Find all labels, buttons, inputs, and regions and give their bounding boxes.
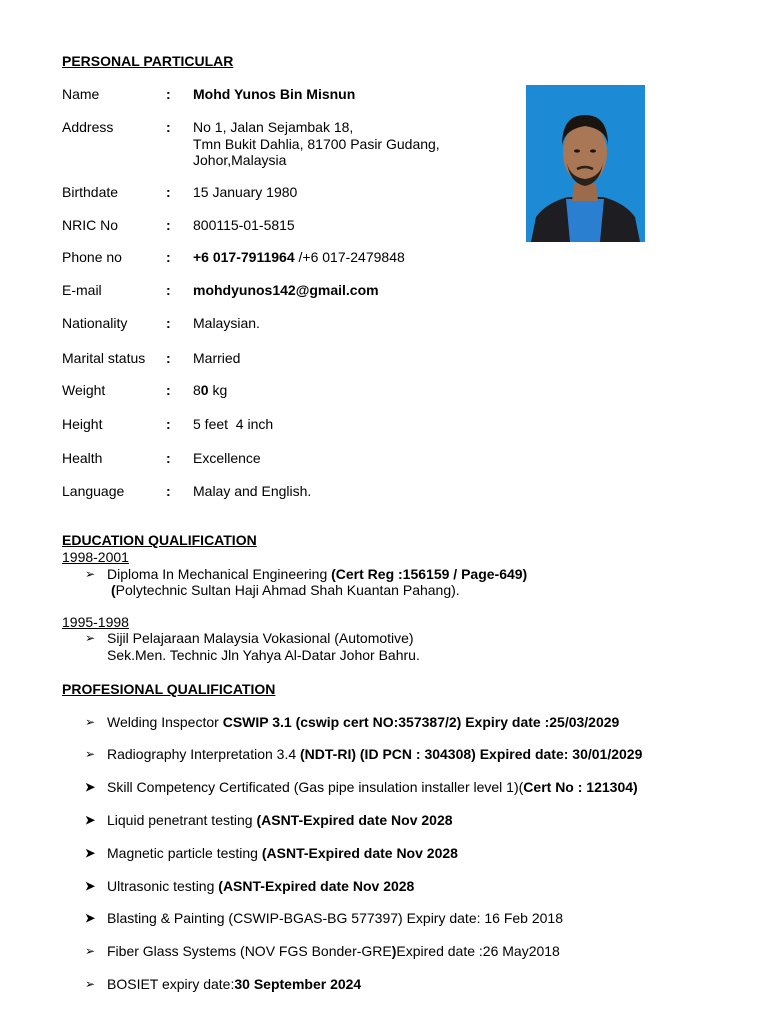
- bullet-icon: ➢: [85, 944, 96, 958]
- qualification-item: [107, 812, 453, 829]
- education-years-1: 1998-2001: [62, 549, 129, 565]
- qualification-name: Fiber Glass Systems (NOV FGS Bonder-GRE: [107, 943, 392, 959]
- qualification-detail: CSWIP 3.1 (cswip cert NO:357387/2) Expiry date :25/03/2029: [222, 714, 620, 730]
- education-entry-1-course: Diploma In Mechanical Engineering: [107, 566, 332, 582]
- bullet-icon: ➤: [85, 780, 96, 794]
- qualification-name: Radiography Interpretation 3.4: [107, 746, 301, 762]
- colon: :: [166, 416, 171, 432]
- phone-primary: +6 017-7911964: [193, 249, 295, 265]
- qualification-detail: Cert No : 121304): [523, 779, 638, 795]
- height-label: Height: [62, 416, 103, 432]
- qualification-detail: ): [391, 943, 397, 959]
- weight-part-c: kg: [208, 382, 228, 398]
- height-value: 5 feet 4 inch: [193, 416, 274, 432]
- bullet-icon: ➤: [85, 846, 96, 860]
- education-entry-1-paren: (: [111, 582, 116, 598]
- bullet-icon: ➤: [85, 911, 96, 925]
- colon: :: [166, 119, 171, 135]
- address-line-3: Johor,Malaysia: [193, 152, 287, 168]
- education-heading: EDUCATION QUALIFICATION: [62, 532, 257, 548]
- qualification-item: [107, 943, 560, 960]
- qualification-name: Blasting & Painting (CSWIP-BGAS-BG 577397) Expiry date: 16 Feb 2018: [107, 910, 564, 926]
- education-entry-1-cert: (Cert Reg :156159 / Page-649): [331, 566, 528, 582]
- qualification-item: [107, 746, 642, 763]
- language-value: Malay and English.: [193, 483, 312, 499]
- birthdate-label: Birthdate: [62, 184, 119, 200]
- education-entry-2-line-1: Sijil Pelajaraan Malaysia Vokasional (Automotive): [107, 630, 414, 646]
- qualification-item: [107, 845, 458, 862]
- qualification-name: Liquid penetrant testing: [107, 812, 257, 828]
- name-value: Mohd Yunos Bin Misnun: [193, 86, 356, 102]
- birthdate-value: 15 January 1980: [193, 184, 298, 200]
- colon: :: [166, 350, 171, 366]
- qualification-detail: (NDT-RI) (ID PCN : 304308) Expired date: 30/01/2029: [300, 746, 643, 762]
- qualification-name: Ultrasonic testing: [107, 878, 219, 894]
- nric-label: NRIC No: [62, 217, 119, 233]
- bullet-icon: ➢: [85, 631, 96, 645]
- weight-part-b: 0: [200, 382, 209, 398]
- phone-label: Phone no: [62, 249, 122, 265]
- colon: :: [166, 249, 171, 265]
- address-line-2: Tmn Bukit Dahlia, 81700 Pasir Gudang,: [193, 136, 440, 152]
- education-entry-1-school: Polytechnic Sultan Haji Ahmad Shah Kuantan Pahang).: [115, 582, 460, 598]
- colon: :: [166, 217, 171, 233]
- qualification-name: Skill Competency Certificated (Gas pipe insulation installer level 1)(: [107, 779, 524, 795]
- qualification-item: [107, 976, 361, 993]
- colon: :: [166, 450, 171, 466]
- qualification-name: Welding Inspector: [107, 714, 223, 730]
- education-entry-2-line-2: Sek.Men. Technic Jln Yahya Al-Datar Johor Bahru.: [107, 647, 420, 663]
- qualification-detail: (ASNT-Expired date Nov 2028: [256, 812, 453, 828]
- email-value: mohdyunos142@gmail.com: [193, 282, 379, 298]
- qualification-detail: (ASNT-Expired date Nov 2028: [261, 845, 458, 861]
- language-label: Language: [62, 483, 125, 499]
- professional-heading: PROFESIONAL QUALIFICATION: [62, 681, 276, 697]
- marital-label: Marital status: [62, 350, 146, 366]
- marital-value: Married: [193, 350, 241, 366]
- bullet-icon: ➢: [85, 715, 96, 729]
- nationality-value: Malaysian.: [193, 315, 260, 331]
- nationality-label: Nationality: [62, 315, 128, 331]
- personal-heading: PERSONAL PARTICULAR: [62, 53, 234, 69]
- qualification-item: [107, 910, 563, 927]
- bullet-icon: ➢: [85, 977, 96, 991]
- colon: :: [166, 184, 171, 200]
- education-entry-1-line-2: [111, 582, 460, 599]
- profile-photo-drawing: [526, 85, 645, 242]
- name-label: Name: [62, 86, 100, 102]
- weight-label: Weight: [62, 382, 106, 398]
- phone-value: [193, 249, 405, 266]
- colon: :: [166, 382, 171, 398]
- qualification-item: [107, 878, 414, 895]
- address-line-1: No 1, Jalan Sejambak 18,: [193, 119, 354, 135]
- health-label: Health: [62, 450, 103, 466]
- qualification-detail: 30 September 2024: [234, 976, 362, 992]
- qualification-item: [107, 779, 638, 796]
- weight-value: [193, 382, 227, 399]
- colon: :: [166, 282, 171, 298]
- colon: :: [166, 483, 171, 499]
- weight-part-a: 8: [193, 382, 201, 398]
- bullet-icon: ➢: [85, 567, 96, 581]
- qualification-item: [107, 714, 619, 731]
- health-value: Excellence: [193, 450, 261, 466]
- qualification-name: BOSIET expiry date:: [107, 976, 235, 992]
- qualification-name: Magnetic particle testing: [107, 845, 262, 861]
- education-years-2: 1995-1998: [62, 614, 129, 630]
- bullet-icon: ➤: [85, 813, 96, 827]
- profile-photo: [526, 85, 645, 242]
- colon: :: [166, 86, 171, 102]
- colon: :: [166, 315, 171, 331]
- bullet-icon: ➢: [85, 747, 96, 761]
- education-entry-1-line-1: [107, 566, 527, 583]
- email-label: E-mail: [62, 282, 102, 298]
- phone-secondary: /+6 017-2479848: [294, 249, 405, 265]
- bullet-icon: ➤: [85, 879, 96, 893]
- nric-value: 800115-01-5815: [193, 217, 295, 233]
- qualification-detail: (ASNT-Expired date Nov 2028: [218, 878, 415, 894]
- qualification-expiry: Expired date :26 May2018: [396, 943, 560, 959]
- address-label: Address: [62, 119, 114, 135]
